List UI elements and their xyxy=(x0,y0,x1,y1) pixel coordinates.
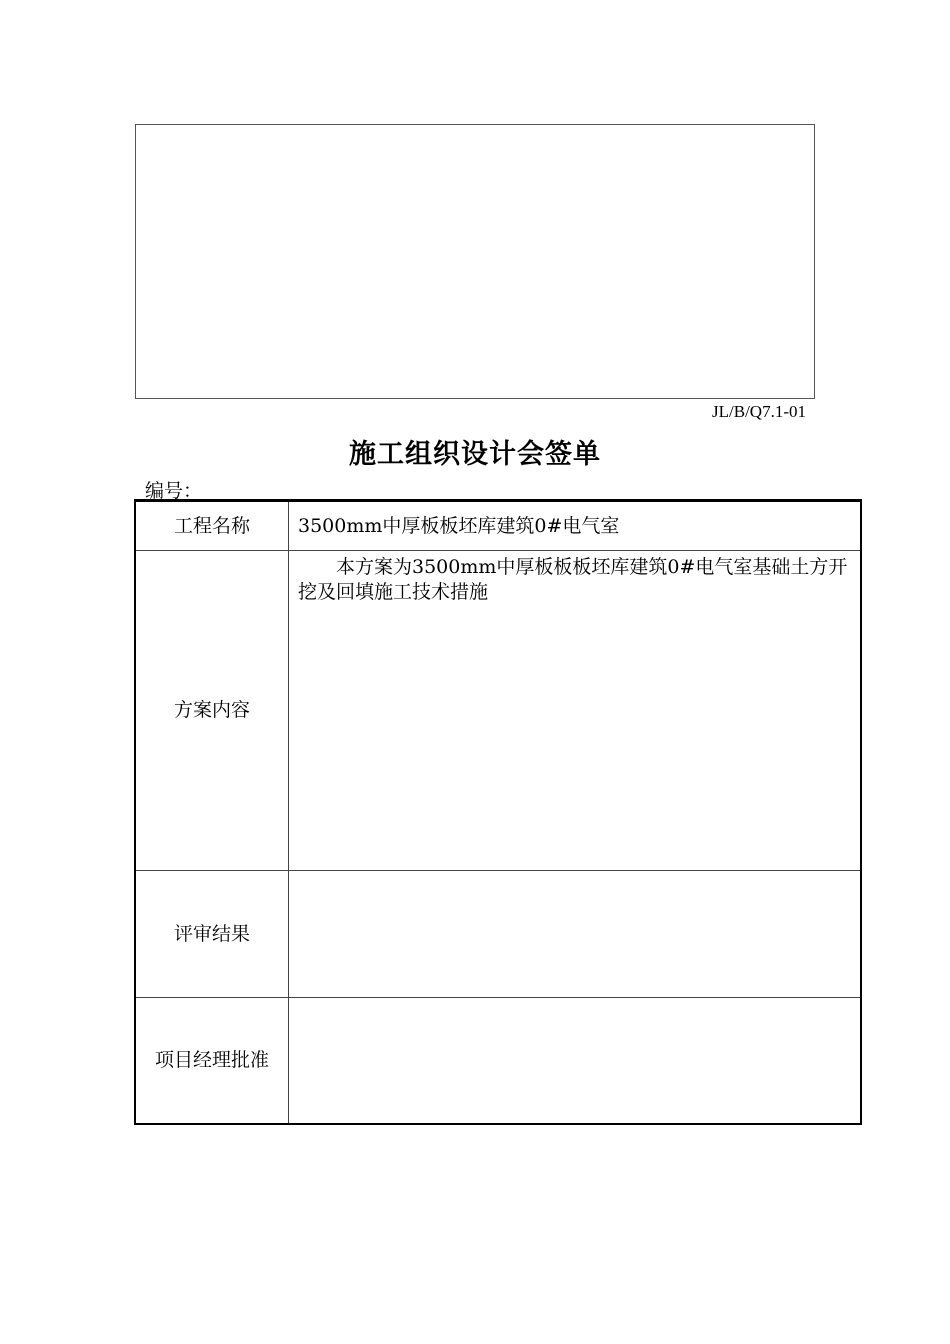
table-row-plan-content xyxy=(135,551,861,871)
pm-approval-label: 项目经理批准 xyxy=(135,998,289,1125)
table-row-review-result xyxy=(135,871,861,998)
blank-header-box xyxy=(135,124,815,399)
plan-content-label: 方案内容 xyxy=(135,551,289,871)
document-title: 施工组织设计会签单 xyxy=(349,439,601,470)
project-name-label: 工程名称 xyxy=(135,501,289,551)
pm-approval-value xyxy=(289,998,862,1125)
table-row-pm-approval xyxy=(135,998,861,1125)
table-row-project-name xyxy=(135,501,861,551)
review-result-label: 评审结果 xyxy=(135,871,289,998)
form-code: JL/B/Q7.1-01 xyxy=(712,402,806,421)
project-name-value: 3500mm中厚板板坯库建筑0#电气室 xyxy=(289,501,862,551)
signoff-table xyxy=(134,499,862,1125)
review-result-value xyxy=(289,871,862,998)
plan-content-value: 本方案为3500mm中厚板板板坯库建筑0#电气室基础土方开挖及回填施工技术措施 xyxy=(289,551,862,871)
serial-number-label: 编号： xyxy=(145,480,203,502)
